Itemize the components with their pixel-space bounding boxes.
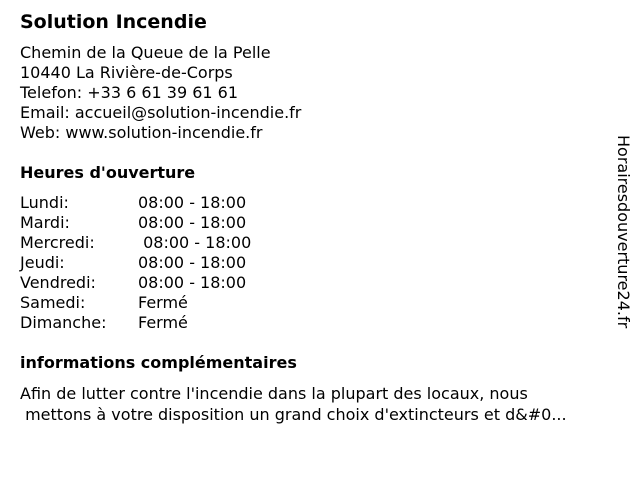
street-address: Chemin de la Queue de la Pelle [20, 43, 271, 62]
day-label: Jeudi: [20, 253, 65, 272]
time-value: Fermé [138, 313, 188, 332]
phone-number: Telefon: +33 6 61 39 61 61 [20, 83, 239, 102]
hours-heading: Heures d'ouverture [20, 163, 196, 182]
watermark-text: Horairesdouverture24.fr [614, 135, 633, 329]
time-value: Fermé [138, 293, 188, 312]
day-label: Lundi: [20, 193, 69, 212]
day-label: Mercredi: [20, 233, 95, 252]
day-label: Vendredi: [20, 273, 96, 292]
info-heading: informations complémentaires [20, 353, 297, 372]
time-value: 08:00 - 18:00 [138, 193, 247, 212]
info-text-line: Afin de lutter contre l'incendie dans la plupart des locaux, nous [20, 384, 528, 403]
watermark-vertical [612, 135, 634, 370]
day-label: Mardi: [20, 213, 70, 232]
day-label: Dimanche: [20, 313, 107, 332]
business-name: Solution Incendie [20, 11, 207, 33]
time-value: 08:00 - 18:00 [138, 233, 252, 252]
time-value: 08:00 - 18:00 [138, 253, 247, 272]
contact-block [20, 43, 301, 143]
time-value: 08:00 - 18:00 [138, 273, 247, 292]
day-label: Samedi: [20, 293, 86, 312]
time-value: 08:00 - 18:00 [138, 213, 247, 232]
website: Web: www.solution-incendie.fr [20, 123, 263, 142]
info-text-line: mettons à votre disposition un grand choix d'extincteurs et d&#0... [20, 405, 567, 424]
info-text [20, 383, 567, 425]
email-address: Email: accueil@solution-incendie.fr [20, 103, 302, 122]
city-address: 10440 La Rivière-de-Corps [20, 63, 233, 82]
